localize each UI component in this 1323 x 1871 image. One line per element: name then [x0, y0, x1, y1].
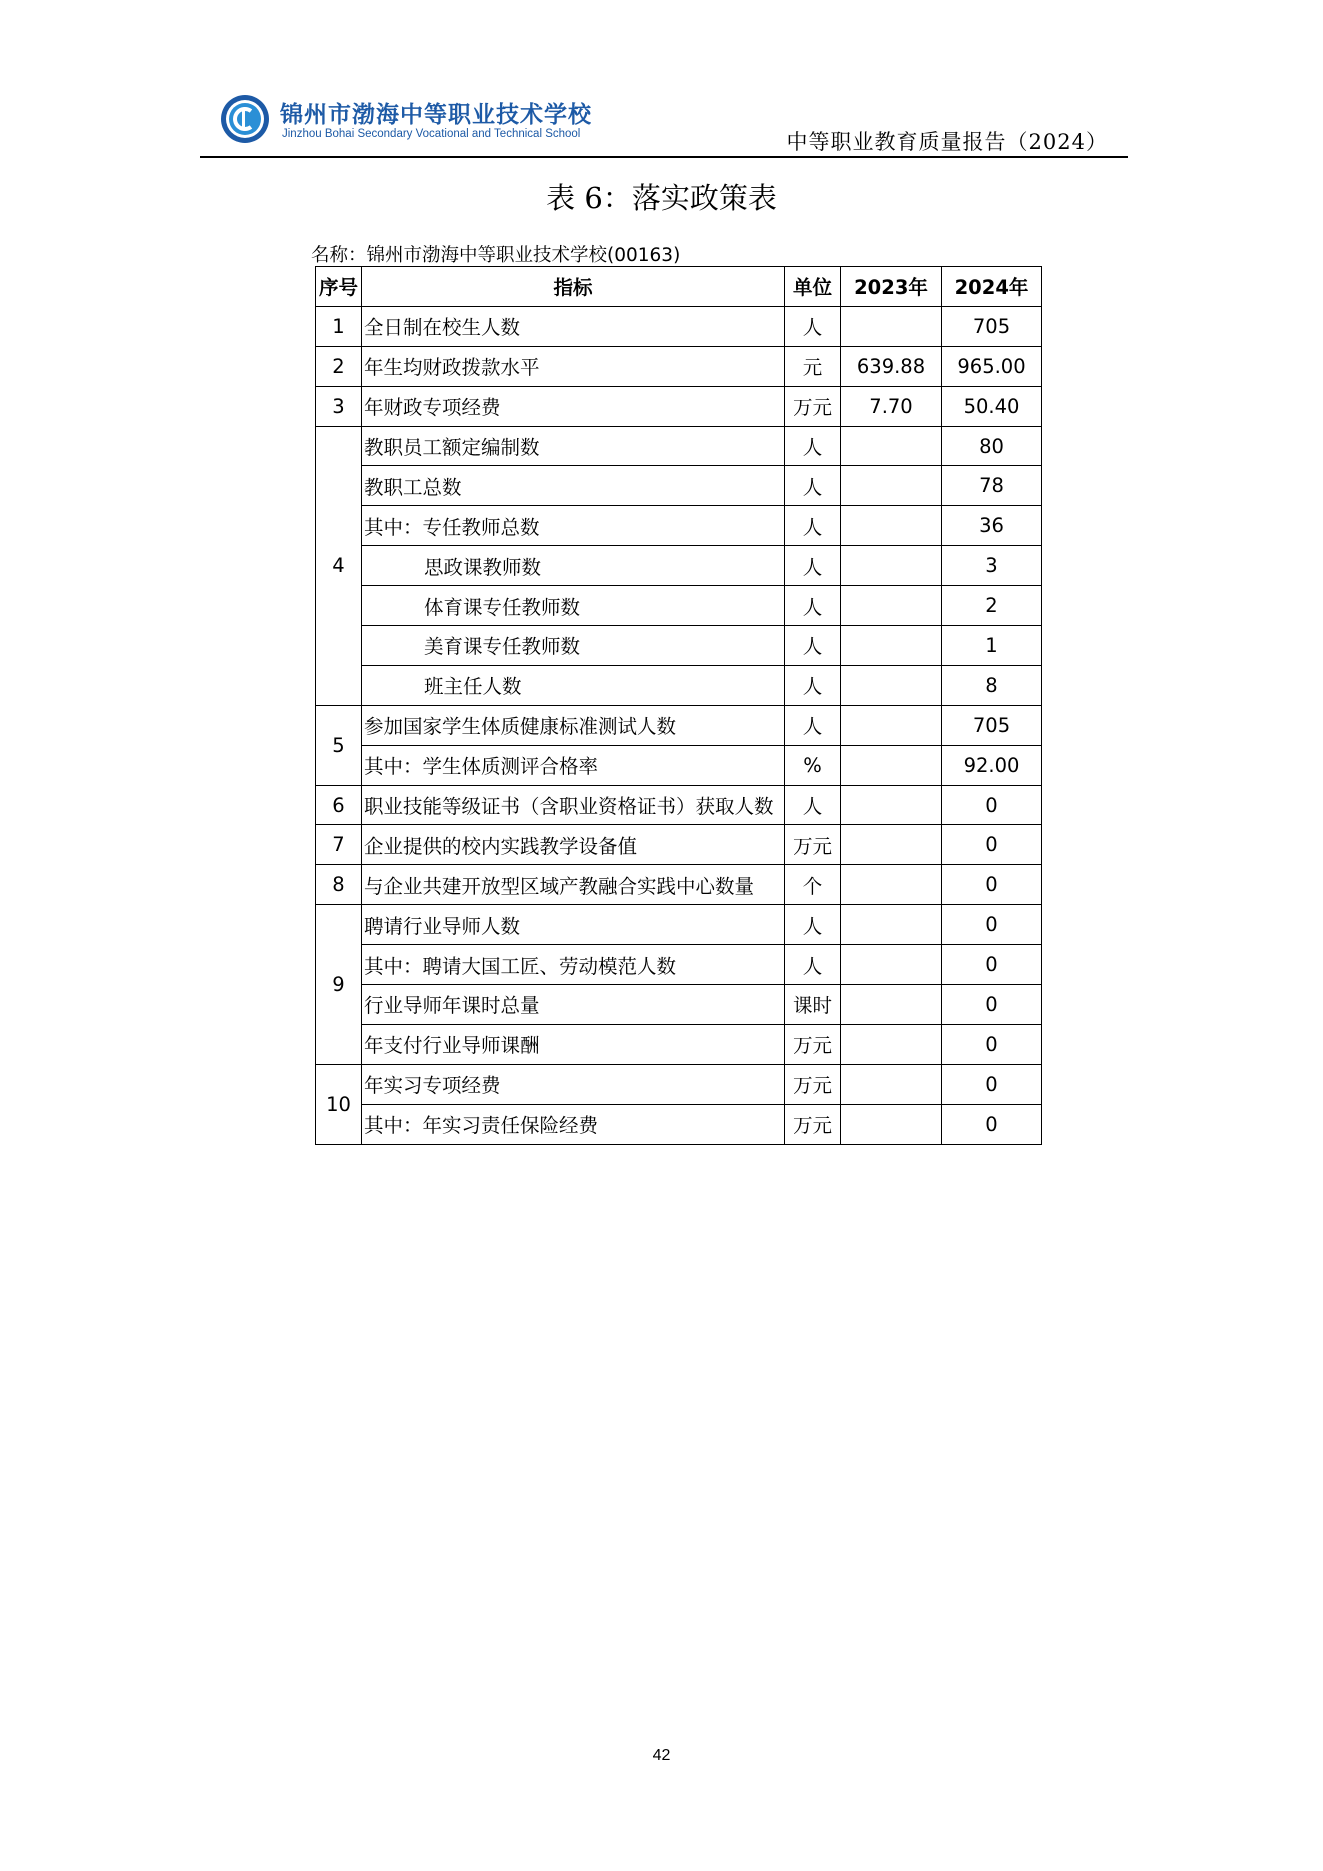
col-header-2024: 2024年: [942, 267, 1042, 307]
col-header-indicator: 指标: [362, 267, 785, 307]
row-unit: 人: [785, 705, 841, 745]
policy-table: [315, 266, 1042, 1145]
row-value-2024: 0: [942, 1024, 1042, 1064]
row-value-2023: [841, 306, 942, 346]
row-unit: 人: [785, 945, 841, 985]
row-value-2024: 0: [942, 865, 1042, 905]
row-indicator: 年生均财政拨款水平: [362, 346, 785, 386]
row-indicator: 美育课专任教师数: [362, 626, 785, 666]
row-value-2024: 705: [942, 705, 1042, 745]
row-value-2024: 8: [942, 665, 1042, 705]
row-value-2024: 0: [942, 1104, 1042, 1144]
row-value-2024: 78: [942, 466, 1042, 506]
page-header: [200, 90, 1128, 160]
school-name-cn: 锦州市渤海中等职业技术学校: [280, 102, 592, 128]
table-row: [316, 705, 1042, 745]
row-unit: 人: [785, 586, 841, 626]
row-value-2023: [841, 466, 942, 506]
row-index: 8: [316, 865, 362, 905]
row-index: 4: [316, 426, 362, 705]
col-header-index: 序号: [316, 267, 362, 307]
row-value-2023: [841, 426, 942, 466]
row-value-2023: [841, 865, 942, 905]
row-index: 10: [316, 1064, 362, 1144]
row-indicator: 教职员工额定编制数: [362, 426, 785, 466]
row-indicator: 年实习专项经费: [362, 1064, 785, 1104]
row-indicator: 其中：年实习责任保险经费: [362, 1104, 785, 1144]
row-unit: 人: [785, 626, 841, 666]
row-value-2023: [841, 905, 942, 945]
row-value-2023: [841, 546, 942, 586]
row-unit: 人: [785, 466, 841, 506]
row-indicator: 职业技能等级证书（含职业资格证书）获取人数: [362, 785, 785, 825]
row-value-2024: 0: [942, 985, 1042, 1025]
row-indicator: 思政课教师数: [362, 546, 785, 586]
row-value-2023: [841, 705, 942, 745]
school-emblem-icon: [220, 94, 270, 144]
row-indicator: 班主任人数: [362, 665, 785, 705]
row-value-2023: [841, 586, 942, 626]
row-value-2023: [841, 1064, 942, 1104]
row-index: 3: [316, 386, 362, 426]
row-indicator: 行业导师年课时总量: [362, 985, 785, 1025]
table-row: [316, 346, 1042, 386]
report-title: 中等职业教育质量报告（2024）: [786, 130, 1108, 154]
row-unit: 人: [785, 785, 841, 825]
row-value-2024: 2: [942, 586, 1042, 626]
row-unit: 万元: [785, 386, 841, 426]
row-index: 6: [316, 785, 362, 825]
row-unit: 人: [785, 905, 841, 945]
row-indicator: 其中：聘请大国工匠、劳动模范人数: [362, 945, 785, 985]
row-value-2024: 705: [942, 306, 1042, 346]
row-indicator: 年财政专项经费: [362, 386, 785, 426]
table-row: [316, 1064, 1042, 1104]
row-value-2024: 3: [942, 546, 1042, 586]
row-indicator: 其中：学生体质测评合格率: [362, 745, 785, 785]
school-name-en: Jinzhou Bohai Secondary Vocational and Technical School: [282, 128, 581, 140]
row-unit: 元: [785, 346, 841, 386]
table-row: [316, 426, 1042, 466]
row-indicator: 企业提供的校内实践教学设备值: [362, 825, 785, 865]
row-value-2023: [841, 626, 942, 666]
row-value-2024: 36: [942, 506, 1042, 546]
row-value-2024: 0: [942, 945, 1042, 985]
row-unit: 万元: [785, 1104, 841, 1144]
row-value-2024: 80: [942, 426, 1042, 466]
table-row: [316, 1104, 1042, 1144]
table-row: [316, 865, 1042, 905]
row-index: 9: [316, 905, 362, 1065]
row-value-2024: 965.00: [942, 346, 1042, 386]
row-value-2024: 0: [942, 1064, 1042, 1104]
row-value-2023: [841, 1104, 942, 1144]
table-row: [316, 506, 1042, 546]
row-value-2023: [841, 506, 942, 546]
page-number: 42: [652, 1747, 671, 1764]
row-index: 1: [316, 306, 362, 346]
table-row: [316, 945, 1042, 985]
table-row: [316, 745, 1042, 785]
table-row: [316, 586, 1042, 626]
row-index: 2: [316, 346, 362, 386]
row-unit: 人: [785, 306, 841, 346]
row-value-2024: 0: [942, 825, 1042, 865]
row-value-2023: [841, 825, 942, 865]
row-indicator: 与企业共建开放型区域产教融合实践中心数量: [362, 865, 785, 905]
table-row: [316, 905, 1042, 945]
row-unit: 人: [785, 546, 841, 586]
table-row: [316, 785, 1042, 825]
table-row: [316, 825, 1042, 865]
row-indicator: 体育课专任教师数: [362, 586, 785, 626]
row-value-2024: 0: [942, 905, 1042, 945]
table-row: [316, 985, 1042, 1025]
row-unit: 人: [785, 665, 841, 705]
col-header-2023: 2023年: [841, 267, 942, 307]
col-header-unit: 单位: [785, 267, 841, 307]
table-caption: 名称：锦州市渤海中等职业技术学校(00163): [311, 245, 681, 266]
row-indicator: 全日制在校生人数: [362, 306, 785, 346]
row-index: 7: [316, 825, 362, 865]
row-unit: 课时: [785, 985, 841, 1025]
row-value-2023: 7.70: [841, 386, 942, 426]
table-row: [316, 306, 1042, 346]
row-value-2024: 50.40: [942, 386, 1042, 426]
row-value-2023: [841, 1024, 942, 1064]
row-value-2024: 92.00: [942, 745, 1042, 785]
table-row: [316, 665, 1042, 705]
row-indicator: 教职工总数: [362, 466, 785, 506]
row-value-2024: 0: [942, 785, 1042, 825]
table-row: [316, 386, 1042, 426]
row-unit: 个: [785, 865, 841, 905]
table-row: [316, 466, 1042, 506]
row-unit: 万元: [785, 1064, 841, 1104]
row-value-2023: [841, 665, 942, 705]
table-header-row: [316, 267, 1042, 307]
row-indicator: 其中：专任教师总数: [362, 506, 785, 546]
table-body: [316, 306, 1042, 1144]
row-index: 5: [316, 705, 362, 785]
row-indicator: 聘请行业导师人数: [362, 905, 785, 945]
table-row: [316, 546, 1042, 586]
row-indicator: 参加国家学生体质健康标准测试人数: [362, 705, 785, 745]
row-value-2023: 639.88: [841, 346, 942, 386]
row-unit: 人: [785, 506, 841, 546]
table-row: [316, 1024, 1042, 1064]
row-value-2023: [841, 945, 942, 985]
table-title: 表 6：落实政策表: [546, 181, 777, 215]
row-unit: 人: [785, 426, 841, 466]
table-row: [316, 626, 1042, 666]
row-value-2024: 1: [942, 626, 1042, 666]
header-divider: [200, 156, 1128, 158]
row-value-2023: [841, 745, 942, 785]
row-indicator: 年支付行业导师课酬: [362, 1024, 785, 1064]
row-value-2023: [841, 785, 942, 825]
row-unit: 万元: [785, 1024, 841, 1064]
row-unit: %: [785, 745, 841, 785]
row-value-2023: [841, 985, 942, 1025]
row-unit: 万元: [785, 825, 841, 865]
